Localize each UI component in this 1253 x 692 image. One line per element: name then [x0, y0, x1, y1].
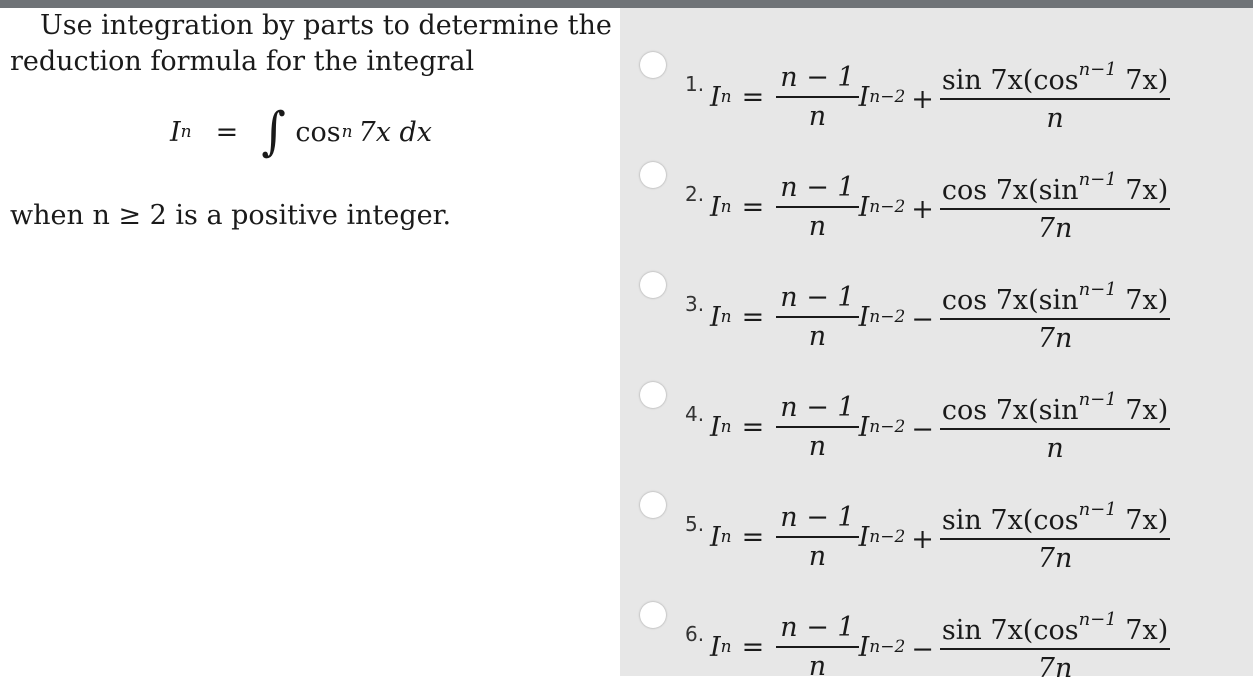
fraction-2: [940, 610, 1170, 684]
option-formula: [710, 52, 1170, 142]
answer-option-1[interactable]: [640, 52, 1240, 142]
option-formula: [710, 272, 1170, 362]
fraction-1-numerator: n − 1: [776, 62, 858, 97]
option-lhs-sub: n: [720, 307, 732, 327]
fraction-2-denominator: 7n: [1037, 543, 1073, 574]
fraction-1-numerator: n − 1: [776, 172, 858, 207]
option-lhs: I: [710, 411, 721, 443]
answer-option-5[interactable]: [640, 492, 1240, 582]
fraction-1: [776, 62, 858, 131]
fraction-1-numerator: n − 1: [776, 392, 858, 427]
fraction-2-numerator-end: 7x): [1116, 504, 1169, 536]
option-number: 4.: [685, 402, 705, 426]
fraction-2: [940, 60, 1170, 134]
fraction-2-numerator-power: n−1: [1078, 278, 1117, 300]
option-eq: =: [741, 301, 765, 333]
answer-option-2[interactable]: [640, 162, 1240, 252]
integral-sign: ∫: [261, 102, 286, 162]
formula-argument: 7x dx: [358, 116, 433, 148]
fraction-1-numerator: n − 1: [776, 612, 858, 647]
fraction-1: [776, 612, 858, 681]
option-lhs: I: [710, 521, 721, 553]
option-mid: I: [858, 301, 870, 333]
question-intro: Use integration by parts to determine the reduction formula for the integral: [10, 10, 612, 77]
option-formula: [710, 492, 1170, 582]
fraction-2-denominator: n: [1046, 433, 1064, 464]
option-operator: +: [911, 83, 934, 115]
option-mid-sub: n−2: [869, 417, 906, 437]
option-number: 3.: [685, 292, 705, 316]
formula-eq: =: [215, 116, 239, 148]
fraction-2-denominator: 7n: [1037, 653, 1073, 684]
answer-options: [620, 8, 1253, 684]
fraction-2-numerator: [940, 60, 1170, 100]
fraction-2-numerator-start: sin 7x(cos: [941, 614, 1079, 646]
question-panel: [10, 8, 615, 231]
fraction-2-numerator-power: n−1: [1078, 608, 1117, 630]
option-mid-sub: n−2: [869, 87, 906, 107]
option-mid: I: [858, 631, 870, 663]
option-eq: =: [741, 631, 765, 663]
radio-button[interactable]: [640, 162, 666, 188]
option-lhs: I: [710, 301, 721, 333]
fraction-1-denominator: n: [808, 100, 827, 132]
fraction-2-numerator-end: 7x): [1116, 614, 1169, 646]
fraction-1: [776, 172, 858, 241]
option-mid-sub: n−2: [869, 307, 906, 327]
option-number: 1.: [685, 72, 705, 96]
formula-power: n: [341, 122, 353, 143]
fraction-1-numerator: n − 1: [776, 282, 858, 317]
option-lhs-sub: n: [720, 527, 732, 547]
option-operator: +: [911, 523, 934, 555]
option-lhs-sub: n: [720, 637, 732, 657]
option-mid-sub: n−2: [869, 197, 906, 217]
fraction-1-denominator: n: [808, 320, 827, 352]
answer-option-6[interactable]: [640, 602, 1240, 692]
fraction-1: [776, 392, 858, 461]
option-formula: [710, 382, 1170, 472]
fraction-2-numerator-power: n−1: [1078, 168, 1117, 190]
fraction-1-denominator: n: [808, 650, 827, 682]
fraction-2-numerator-start: cos 7x(sin: [941, 394, 1079, 426]
fraction-2-numerator-end: 7x): [1116, 174, 1169, 206]
option-operator: +: [911, 193, 934, 225]
answer-option-3[interactable]: [640, 272, 1240, 362]
formula-integrand: cos: [295, 116, 341, 148]
option-mid: I: [858, 81, 870, 113]
top-bar: [0, 0, 1253, 8]
option-number: 6.: [685, 622, 705, 646]
fraction-1-denominator: n: [808, 430, 827, 462]
fraction-1-numerator: n − 1: [776, 502, 858, 537]
radio-button[interactable]: [640, 602, 666, 628]
fraction-2-numerator: [940, 280, 1170, 320]
option-number: 5.: [685, 512, 705, 536]
fraction-2-numerator-power: n−1: [1078, 388, 1117, 410]
question-condition: when n ≥ 2 is a positive integer.: [10, 200, 452, 231]
fraction-2-numerator: [940, 170, 1170, 210]
option-eq: =: [741, 411, 765, 443]
fraction-2-numerator-end: 7x): [1116, 284, 1169, 316]
fraction-2-numerator-start: cos 7x(sin: [941, 174, 1079, 206]
fraction-1-denominator: n: [808, 540, 827, 572]
fraction-1-denominator: n: [808, 210, 827, 242]
option-mid: I: [858, 411, 870, 443]
option-lhs: I: [710, 191, 721, 223]
option-eq: =: [741, 81, 765, 113]
option-lhs: I: [710, 81, 721, 113]
fraction-2-numerator: [940, 610, 1170, 650]
fraction-2-numerator-start: sin 7x(cos: [941, 504, 1079, 536]
option-formula: [710, 162, 1170, 252]
option-mid-sub: n−2: [869, 637, 906, 657]
option-lhs: I: [710, 631, 721, 663]
option-mid: I: [858, 521, 870, 553]
option-eq: =: [741, 521, 765, 553]
fraction-2-numerator-end: 7x): [1116, 394, 1169, 426]
fraction-2: [940, 390, 1170, 464]
option-formula: [710, 602, 1170, 692]
formula-lhs-sub: n: [180, 122, 192, 143]
fraction-2-numerator-end: 7x): [1116, 64, 1169, 96]
fraction-2-numerator-start: sin 7x(cos: [941, 64, 1079, 96]
option-mid-sub: n−2: [869, 527, 906, 547]
option-mid: I: [858, 191, 870, 223]
option-lhs-sub: n: [720, 417, 732, 437]
fraction-1: [776, 502, 858, 571]
fraction-1: [776, 282, 858, 351]
option-operator: −: [911, 413, 934, 445]
option-lhs-sub: n: [720, 87, 732, 107]
formula-lhs: I: [170, 116, 181, 148]
fraction-2-numerator: [940, 390, 1170, 430]
option-eq: =: [741, 191, 765, 223]
fraction-2-numerator-power: n−1: [1078, 58, 1117, 80]
fraction-2-numerator: [940, 500, 1170, 540]
fraction-2-denominator: n: [1046, 103, 1064, 134]
fraction-2: [940, 280, 1170, 354]
fraction-2-denominator: 7n: [1037, 213, 1073, 244]
fraction-2-denominator: 7n: [1037, 323, 1073, 354]
fraction-2: [940, 500, 1170, 574]
option-lhs-sub: n: [720, 197, 732, 217]
fraction-2: [940, 170, 1170, 244]
fraction-2-numerator-start: cos 7x(sin: [941, 284, 1079, 316]
radio-button[interactable]: [640, 52, 666, 78]
option-number: 2.: [685, 182, 705, 206]
integral-formula: [170, 98, 432, 167]
radio-button[interactable]: [640, 272, 666, 298]
option-operator: −: [911, 303, 934, 335]
answer-option-4[interactable]: [640, 382, 1240, 472]
radio-button[interactable]: [640, 382, 666, 408]
option-operator: −: [911, 633, 934, 665]
fraction-2-numerator-power: n−1: [1078, 498, 1117, 520]
radio-button[interactable]: [640, 492, 666, 518]
